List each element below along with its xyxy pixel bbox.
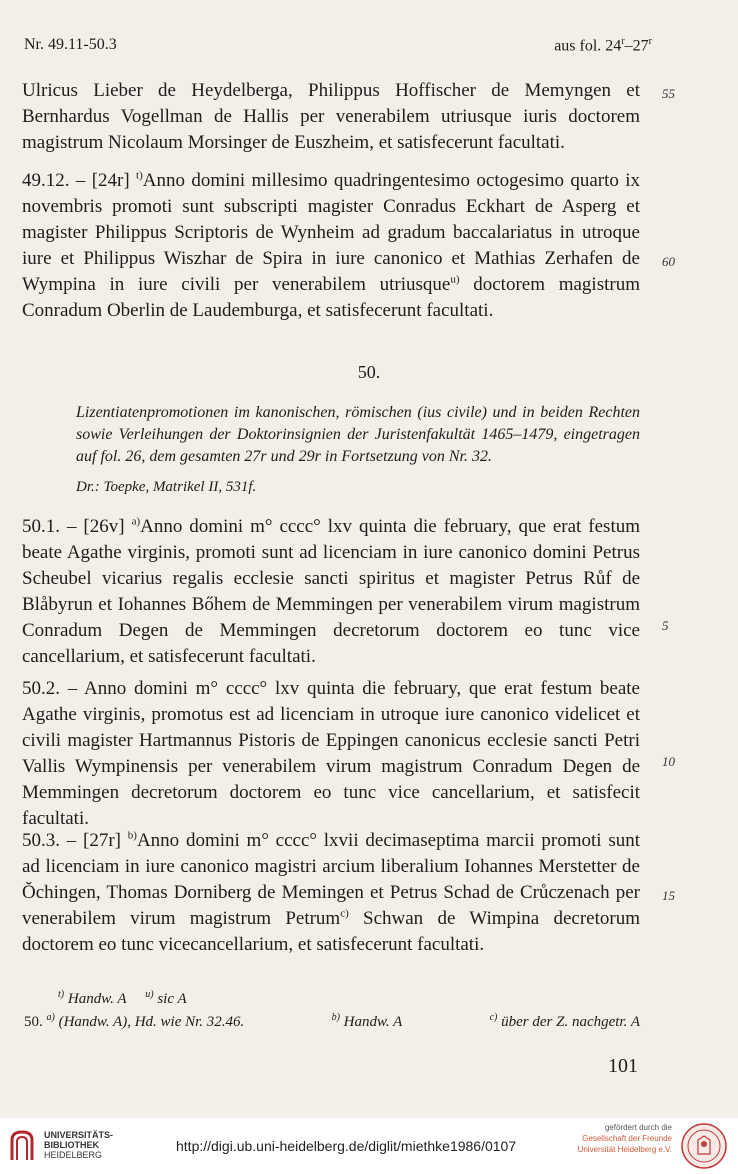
entry-50-1 [22, 514, 640, 670]
university-seal-icon [680, 1122, 728, 1170]
line-number-60: 60 [662, 254, 675, 269]
library-logo-icon [8, 1128, 36, 1164]
library-name: UNIVERSITÄTS- BIBLIOTHEK HEIDELBERG [44, 1130, 114, 1160]
line-number-15: 15 [662, 888, 675, 903]
print-reference: Dr.: Toepke, Matrikel II, 531f. [76, 479, 257, 495]
entry-49-11 [22, 78, 640, 156]
section-summary: Lizentiatenpromotionen im kanonischen, römischen (ius civile) und in beiden Rechten sowie Verleihungen der Doktorinsignien der Juristenfakultät 1465–1479, eingetragen auf fol. 26, dem gesamten 27r und 29r in Fortsetzung von Nr. 32. [76, 404, 640, 465]
entry-49-11-text: Ulricus Lieber de Heydelberga, Philippus Hoffischer de Memyngen et Bernhardus Vogellman de Hallis per venerabilem utriusque iuris doctorem magistrum Nicolaum Morsinger de Euszheim, et satisfecerunt facultati. [22, 80, 640, 153]
running-header-left: Nr. 49.11-50.3 [24, 36, 117, 53]
entry-49-12-text: 49.12. – [24r] $^{t)}$Anno domini millesimo quadringentesimo octogesimo quarto ix novembris promoti sunt subscripti magister Conradus Eckhart de Asperg et magister Philippus Scriptoris de Wynheim ad gradum baccalariatus in utroque iure et Philippus Wiszhar de Spira in iure canonico et Mathias Zerhafen de Wympina in iure civili per venerabilem utriusque$^{u)}$ doctorem magistrum Conradum Oberlin de Laudemburga, et satisfecerunt facultati. [22, 169, 641, 321]
page-number: 101 [608, 1055, 638, 1077]
entry-50-2 [22, 676, 640, 832]
entry-50-1-text: 50.1. – [26v] $^{a)}$Anno domini m° cccc° lxv quinta die february, que erat festum beate Agathe virginis, promoti sunt ad licenciam in iure canonico domini Petrus Scheubel vicarius regalis ecclesie sancti spiritus et magister Petrus Růf de Blåbyrun et Iohannes Bőhem de Memmingen per venerabilem virum magistrum Conradum Degen de Memmingen decretorum doctorem eo tunc vice cancellarium, et satisfecerunt facultati. [22, 515, 641, 667]
source-url[interactable]: http://digi.ub.uni-heidelberg.de/diglit/miethke1986/0107 [176, 1138, 517, 1154]
line-number-10: 10 [662, 754, 675, 769]
footnote-line-1: $^{t)}$ Handw. A $^{u)}$ sic A [58, 989, 187, 1007]
running-header-right: aus fol. 24$^r$–27$^r$ [554, 36, 652, 55]
digitization-footer [0, 1118, 738, 1174]
footnote-line-2: 50. $^{a)}$ (Handw. A), Hd. wie Nr. 32.46. $^{b)}$ Handw. A $^{c)}$ über der Z. nachgetr. A [24, 1012, 640, 1030]
line-number-5: 5 [662, 618, 669, 633]
entry-50-3 [22, 828, 640, 958]
entry-49-12 [22, 168, 640, 324]
sponsor-credit: gefördert durch die Gesellschaft der Freunde Universität Heidelberg e.V. [577, 1123, 672, 1154]
line-number-55: 55 [662, 86, 675, 101]
section-number: 50. [357, 362, 381, 382]
entry-50-2-text: 50.2. – Anno domini m° cccc° lxv quinta die february, que erat festum beate Agathe virginis, promotus est ad licenciam in utroque iure canonico videlicet et civili magister Hartmannus Pistoris de Eppingen canonicus ecclesie sancti Petri Vallis Wympinensis per venerabilem virum magistrum Conradum Degen de Memmingen decretorum doctorem eo tunc vice cancellarium, et satisfecit facultati. [22, 678, 640, 829]
entry-50-3-text: 50.3. – [27r] $^{b)}$Anno domini m° cccc° lxvii decimaseptima marcii promoti sunt ad licenciam in iure canonico magistri arcium liberalium Iohannes Merstetter de Ŏchingen, Thomas Dorniberg de Memingen et Petrus Schad de Crůczenach per venerabilem virum magistrum Petrum$^{c)}$ Schwan de Wimpina decretorum doctorem eo tunc vicecancellarium, et satisfecerunt facultati. [22, 829, 640, 955]
